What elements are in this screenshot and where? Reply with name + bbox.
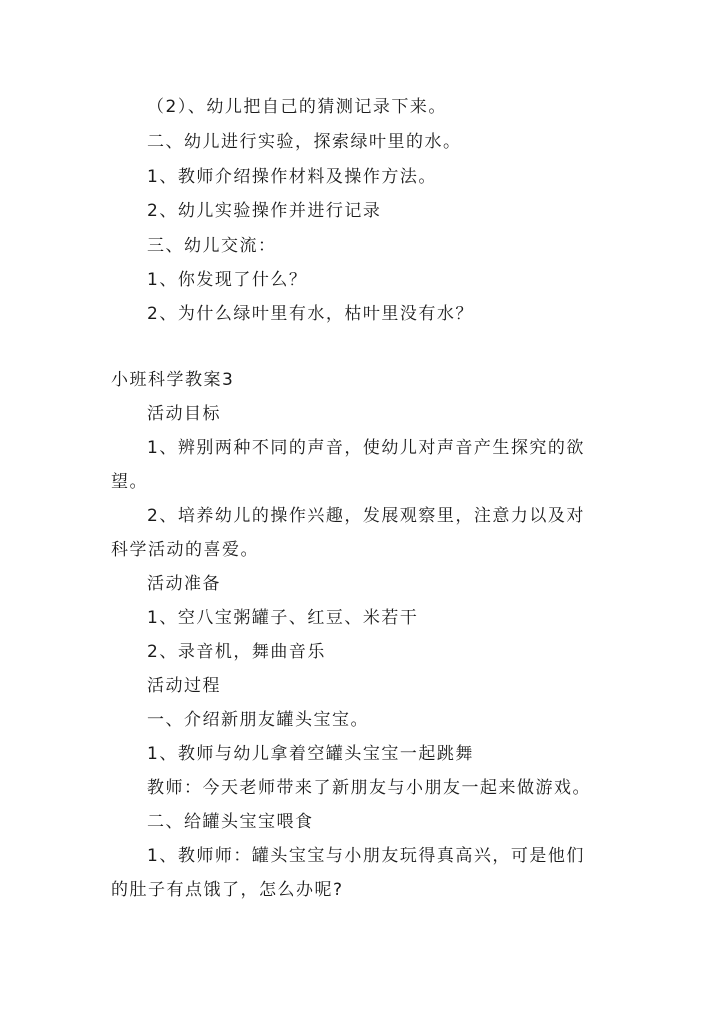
text-line: 活动准备: [147, 574, 221, 594]
section-heading: 小班科学教案3: [111, 370, 235, 390]
text-line: 1、空八宝粥罐子、红豆、米若干: [147, 608, 419, 628]
text-line: 三、幼儿交流：: [147, 236, 277, 256]
text-line: 1、教师与幼儿拿着空罐头宝宝一起跳舞: [147, 744, 474, 764]
text-line: 1、教师师：罐头宝宝与小朋友玩得真高兴，可是他们: [147, 846, 585, 866]
text-line: 二、给罐头宝宝喂食: [147, 812, 314, 832]
text-line: 2、为什么绿叶里有水，枯叶里没有水？: [147, 304, 474, 324]
text-line: 2、幼儿实验操作并进行记录: [147, 201, 382, 221]
text-line: 1、教师介绍操作材料及操作方法。: [147, 167, 437, 187]
text-line: 活动过程: [147, 676, 221, 696]
text-line: 教师：今天老师带来了新朋友与小朋友一起来做游戏。: [147, 778, 591, 798]
text-line: 科学活动的喜爱。: [111, 540, 259, 560]
text-line: （2）、幼儿把自己的猜测记录下来。: [147, 97, 447, 117]
text-line: 1、你发现了什么？: [147, 270, 308, 290]
text-line: 2、培养幼儿的操作兴趣，发展观察里，注意力以及对: [147, 506, 585, 526]
text-line: 2、录音机，舞曲音乐: [147, 642, 326, 662]
text-line: 的肚子有点饿了，怎么办呢?: [111, 880, 344, 900]
text-line: 二、幼儿进行实验，探索绿叶里的水。: [147, 132, 462, 152]
text-line: 一、介绍新朋友罐头宝宝。: [147, 710, 369, 730]
text-line: 1、辨别两种不同的声音，使幼儿对声音产生探究的欲: [147, 438, 585, 458]
text-line: 活动目标: [147, 404, 221, 424]
text-line: 望。: [111, 472, 148, 492]
